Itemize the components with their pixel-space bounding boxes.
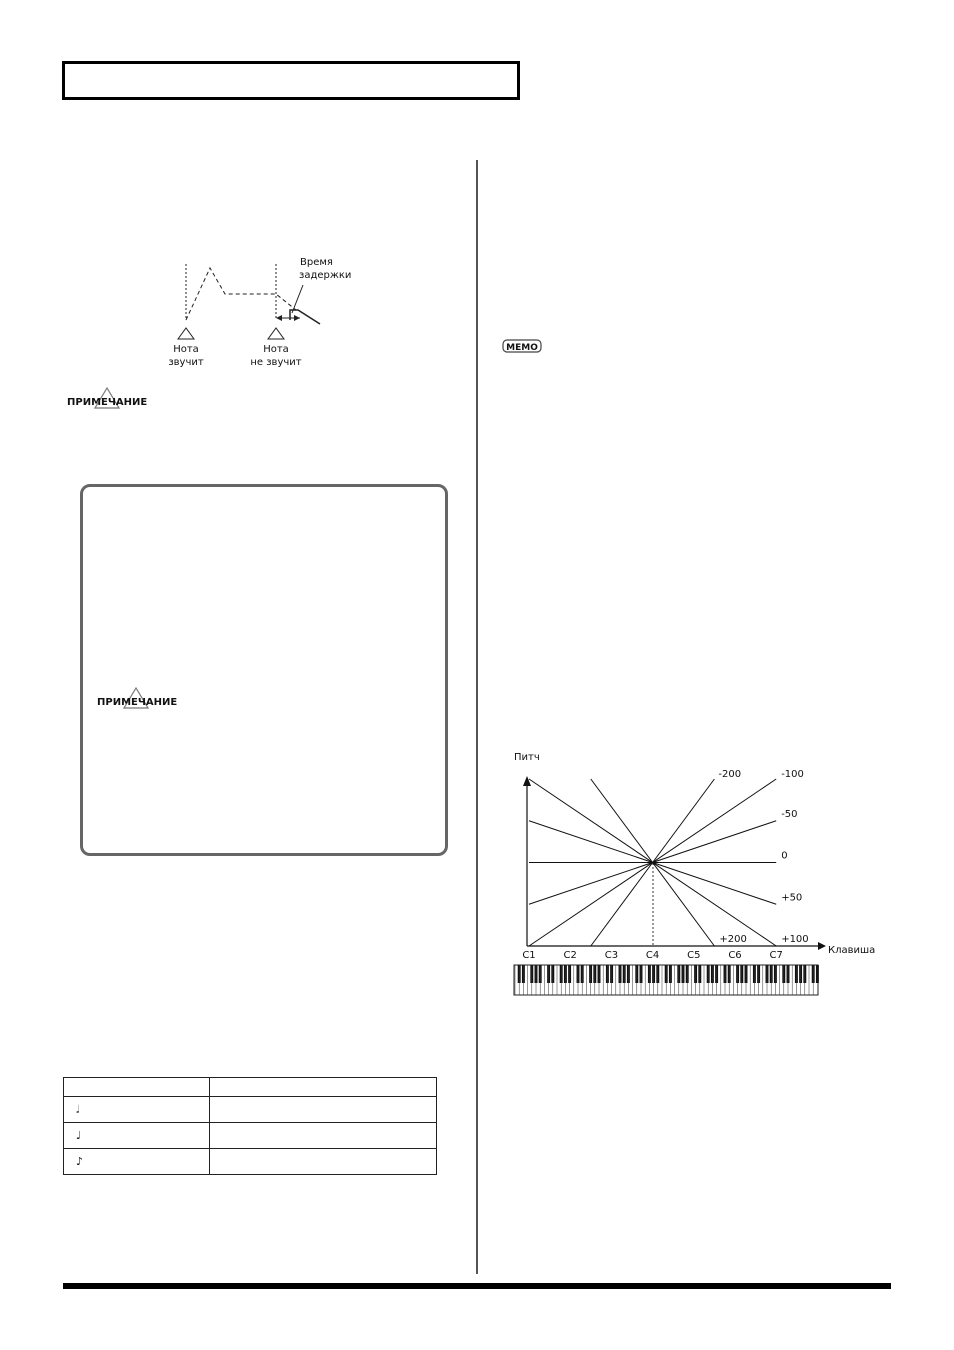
note-symbol-cell: 𝅗𝅥: [64, 1097, 210, 1123]
x-tick-label: C3: [604, 950, 619, 961]
note-badge-2: [97, 688, 177, 708]
table-header-cell: [64, 1078, 210, 1097]
pitch-keyfollow-chart: [514, 752, 875, 961]
note-symbol-cell: ♩: [64, 1123, 210, 1149]
note-off-label-2: не звучит: [250, 357, 302, 368]
black-key: [816, 965, 819, 983]
value-cell: [210, 1123, 437, 1149]
memo-badge: [503, 340, 541, 353]
piano-keyboard: [514, 965, 819, 995]
note-off-triangle-icon: [268, 328, 284, 339]
table-row: [64, 1097, 437, 1123]
series-label: +200: [719, 934, 747, 945]
table-row: [64, 1123, 437, 1149]
note-symbol-cell: ♪: [64, 1149, 210, 1175]
x-tick-label: C4: [645, 950, 660, 961]
note-value-table: [63, 1077, 437, 1175]
series-label: -100: [781, 769, 804, 780]
envelope-figure: [168, 257, 351, 368]
table-row: [64, 1149, 437, 1175]
delay-label-2: задержки: [299, 270, 352, 281]
note-label: ПРИМЕЧАНИЕ: [67, 397, 148, 408]
x-tick-label: C7: [769, 950, 783, 961]
series-label: -200: [718, 769, 742, 780]
delay-label-1: Время: [300, 257, 333, 268]
series-label: -50: [781, 808, 798, 820]
x-tick-label: C6: [728, 950, 742, 961]
table-header-row: [64, 1078, 437, 1097]
value-cell: [210, 1097, 437, 1123]
x-tick-label: C2: [563, 950, 577, 961]
y-axis-label: Питч: [514, 752, 540, 763]
series-label: +100: [781, 934, 809, 945]
value-cell: [210, 1149, 437, 1175]
x-tick-label: C5: [687, 950, 701, 961]
note-label: ПРИМЕЧАНИЕ: [97, 697, 178, 708]
series-label: +50: [781, 892, 803, 904]
x-axis-label: Клавиша: [828, 945, 876, 956]
note-off-label-1: Нота: [263, 344, 289, 355]
note-on-triangle-icon: [178, 328, 194, 339]
series-label: 0: [781, 850, 788, 862]
note-on-label-1: Нота: [173, 344, 199, 355]
memo-label: MEMO: [506, 343, 538, 353]
note-on-label-2: звучит: [168, 357, 204, 368]
table-header-cell: [210, 1078, 437, 1097]
note-badge-1: [67, 388, 147, 408]
x-axis-arrow-icon: [818, 942, 826, 950]
x-tick-label: C1: [522, 950, 536, 961]
y-axis-arrow-icon: [523, 776, 531, 786]
